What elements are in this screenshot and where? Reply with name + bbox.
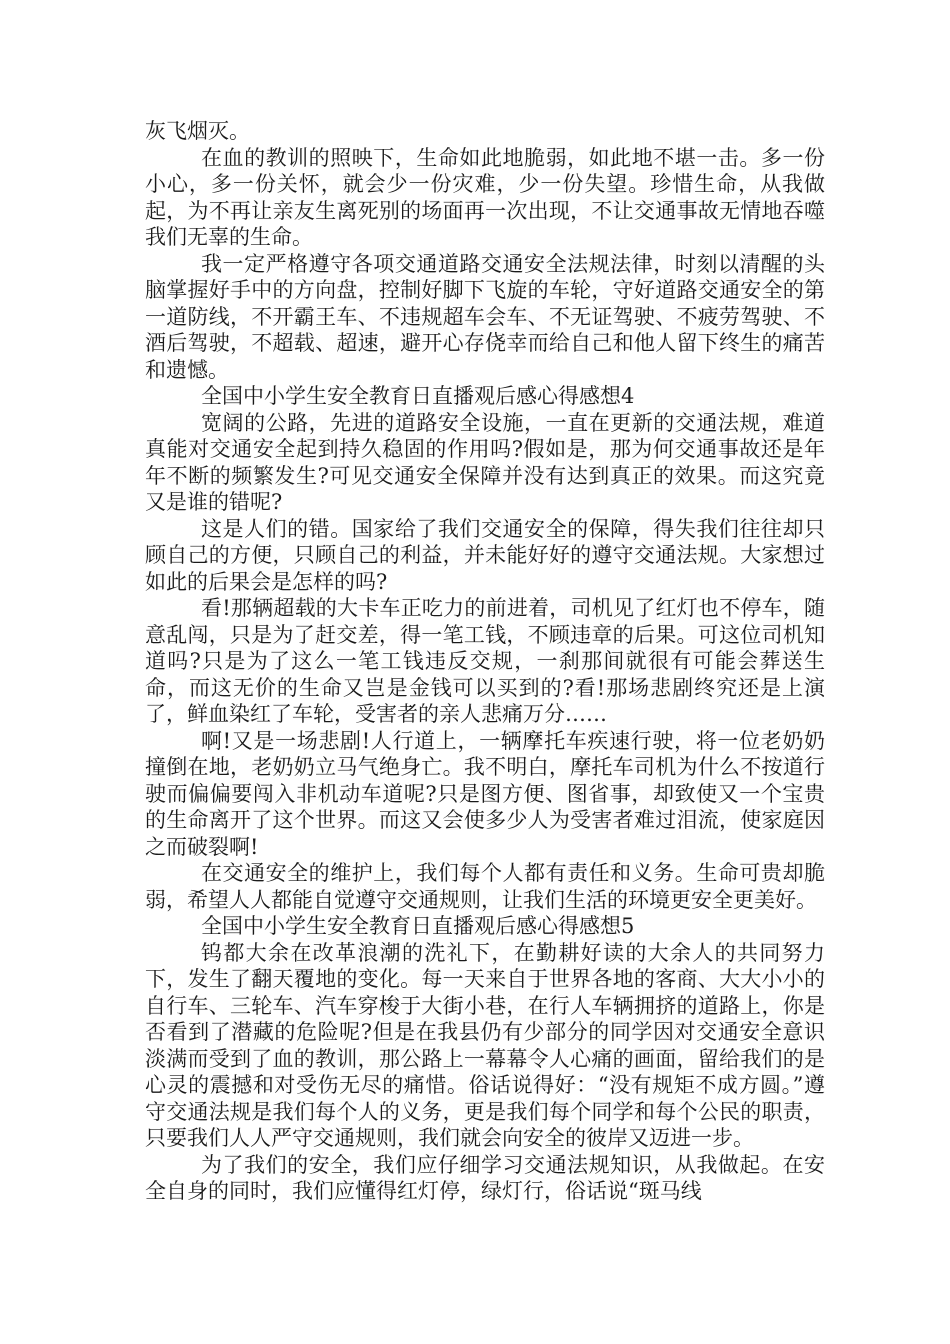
- paragraph: 在交通安全的维护上，我们每个人都有责任和义务。生命可贵却脆弱，希望人人都能自觉遵守交通规则，让我们生活的环境更安全更美好。: [145, 861, 825, 912]
- paragraph: 钨都大余在改革浪潮的洗礼下，在勤耕好读的大余人的共同努力下，发生了翻天覆地的变化。每一天来自于世界各地的客商、大大小小的自行车、三轮车、汽车穿梭于大街小巷，在行人车辆拥挤的道路上，你是否看到了潜藏的危险呢?但是在我县仍有少部分的同学因对交通安全意识淡满而受到了血的教训，那公路上一幕幕令人心痛的画面，留给我们的是心灵的震撼和对受伤无尽的痛惜。俗话说得好：“没有规矩不成方圆。”遵守交通法规是我们每个人的义务，更是我们每个同学和每个公民的职责，只要我们人人严守交通规则，我们就会向安全的彼岸又迈进一步。: [145, 940, 825, 1150]
- paragraph: 在血的教训的照映下，生命如此地脆弱，如此地不堪一击。多一份小心，多一份关怀，就会少一份灾难，少一份失望。珍惜生命，从我做起，为不再让亲友生离死别的场面再一次出现，不让交通事故无情地吞噬我们无辜的生命。: [145, 145, 825, 249]
- section-heading: 全国中小学生安全教育日直播观后感心得感想5: [201, 914, 635, 938]
- paragraph: 看!那辆超载的大卡车正吃力的前进着，司机见了红灯也不停车，随意乱闯，只是为了赶交差，得一笔工钱，不顾违章的后果。可这位司机知道吗?只是为了这么一笔工钱违反交规，一刹那间就很有可能会葬送生命，而这无价的生命又岂是金钱可以买到的?看!那场悲剧终究还是上演了，鲜血染红了车轮，受害者的亲人悲痛万分……: [145, 596, 825, 726]
- paragraph: 我一定严格遵守各项交通道路交通安全法规法律，时刻以清醒的头脑掌握好手中的方向盘，控制好脚下飞旋的车轮，守好道路交通安全的第一道防线，不开霸王车、不违规超车会车、不无证驾驶、不疲劳驾驶、不酒后驾驶，不超载、超速，避开心存侥幸而给自己和他人留下终生的痛苦和遗憾。: [145, 251, 825, 382]
- document-body: [145, 118, 825, 1205]
- paragraph: 为了我们的安全，我们应仔细学习交通法规知识，从我做起。在安全自身的同时，我们应懂得红灯停，绿灯行，俗话说“斑马线: [145, 1152, 825, 1203]
- paragraph-continuation: 灰飞烟灭。: [145, 119, 250, 143]
- section-heading: 全国中小学生安全教育日直播观后感心得感想4: [201, 384, 635, 408]
- paragraph: 啊!又是一场悲剧!人行道上，一辆摩托车疾速行驶，将一位老奶奶撞倒在地，老奶奶立马气绝身亡。我不明白，摩托车司机为什么不按道行驶而偏偏要闯入非机动车道呢?只是图方便、图省事，却致使又一个宝贵的生命离开了这个世界。而这又会使多少人为受害者难过泪流，使家庭因之而破裂啊!: [145, 728, 825, 859]
- paragraph: 宽阔的公路，先进的道路安全设施，一直在更新的交通法规，难道真能对交通安全起到持久稳固的作用吗?假如是，那为何交通事故还是年年不断的频繁发生?可见交通安全保障并没有达到真正的效果。而这究竟又是谁的错呢?: [145, 410, 825, 514]
- paragraph: 这是人们的错。国家给了我们交通安全的保障，得失我们往往却只顾自己的方便，只顾自己的利益，并未能好好的遵守交通法规。大家想过如此的后果会是怎样的吗?: [145, 516, 825, 594]
